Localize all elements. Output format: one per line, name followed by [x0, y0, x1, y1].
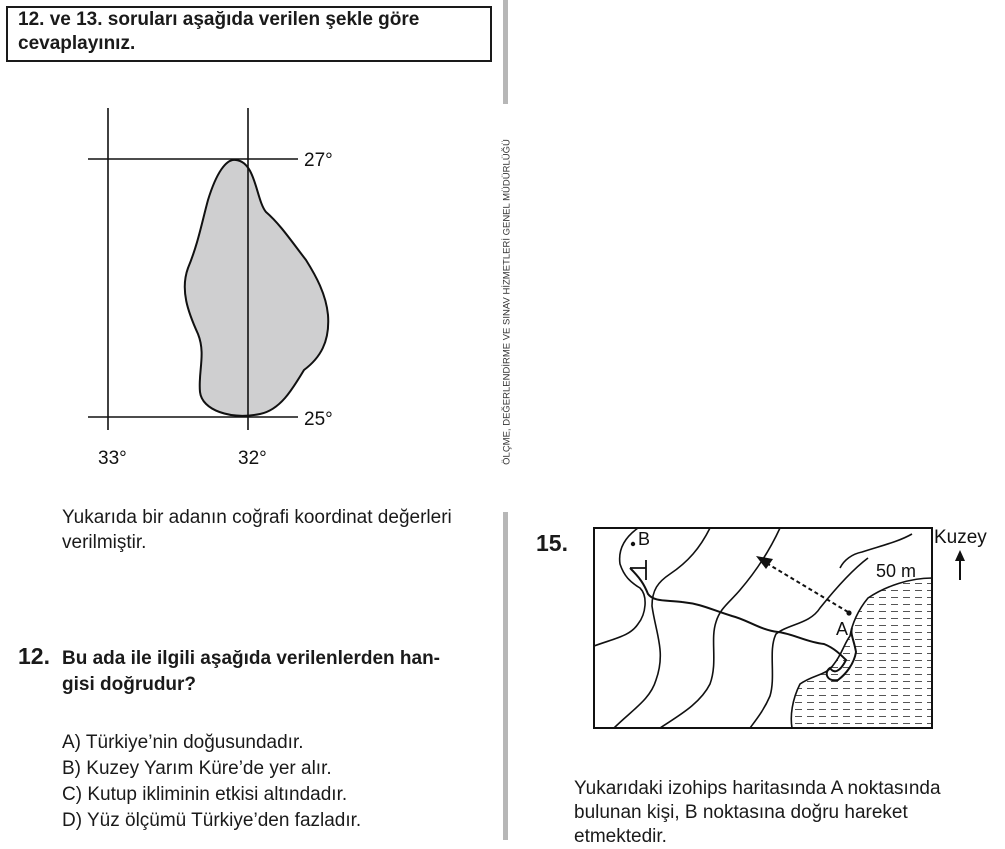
lon-label-33: 33° [98, 448, 127, 469]
lat-label-27: 27° [304, 150, 333, 171]
option-b[interactable]: B) Kuzey Yarım Küre’de yer alır. [62, 758, 332, 779]
island-shape [185, 160, 329, 416]
vertical-publisher-text: ÖLÇME, DEĞERLENDİRME VE SINAV HİZMETLERİ GENEL MÜDÜRLÜĞÜ [501, 139, 513, 465]
point-a-dot [846, 610, 851, 615]
north-arrow-head [955, 550, 965, 561]
column-divider-top [503, 0, 508, 104]
lon-label-32: 32° [238, 448, 267, 469]
point-a-label: A [836, 619, 849, 639]
island-coordinate-figure [80, 100, 360, 470]
contour-map [590, 524, 1002, 734]
column-divider-bottom [503, 512, 508, 840]
contour-2 [614, 528, 710, 728]
option-d[interactable]: D) Yüz ölçümü Türkiye’den fazladır. [62, 810, 362, 831]
question-12-text: Bu ada ile ilgili aşağıda verilenlerden han- gisi doğrudur? [62, 648, 441, 695]
river [630, 568, 856, 680]
question-12-number: 12. [18, 643, 50, 669]
contour-label: 50 m [876, 561, 917, 581]
option-c[interactable]: C) Kutup ikliminin etkisi altındadır. [62, 784, 348, 805]
figure-caption: Yukarıda bir adanın coğrafi koordinat değerleri verilmiştir. [62, 507, 452, 553]
north-label: Kuzey [934, 527, 987, 548]
point-b-dot [631, 542, 635, 546]
instruction-text: 12. ve 13. soruları aşağıda verilen şekle göre cevaplayınız. [18, 9, 420, 54]
question-15-number: 15. [536, 530, 568, 556]
point-b-label: B [638, 529, 651, 549]
option-a[interactable]: A) Türkiye’nin doğusundadır. [62, 732, 304, 753]
lat-label-25: 25° [304, 409, 333, 430]
sea-area [791, 578, 932, 728]
question-15-text: Yukarıdaki izohips haritasında A noktasında bulunan kişi, B noktasına doğru hareket etmektedir. [574, 778, 941, 847]
